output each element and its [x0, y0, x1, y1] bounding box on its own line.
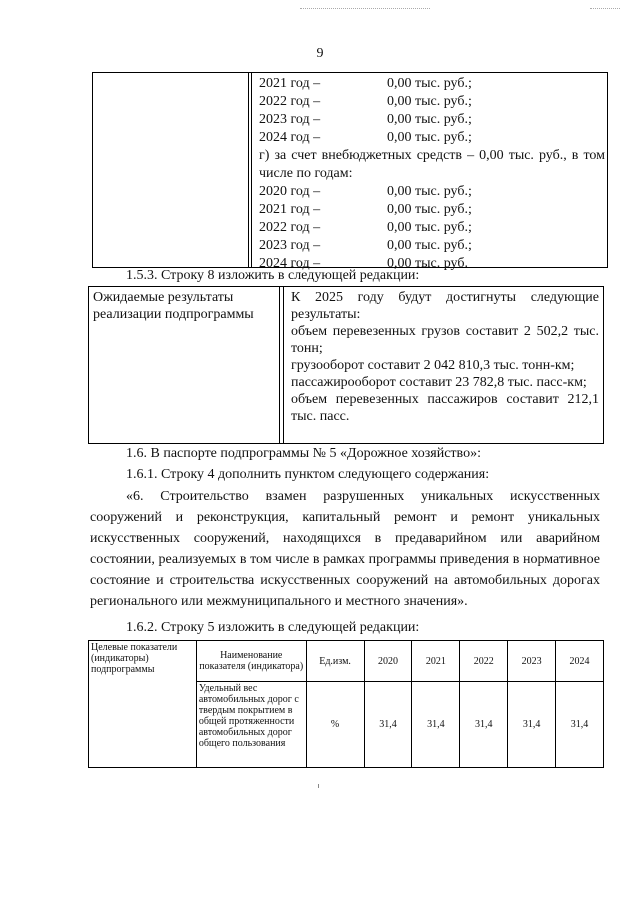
quoted-item-6: «6. Строительство взамен разрушенных уникальных искусственных сооружений и реконструкция, капитальный ремонт и ремонт уникальных искусственных сооружений, находящихся в предаварийном или аварийном состоянии, реализуемых в том числе в рамках программы приведения в нормативное состояние и строительства искусственных сооружений на автомобильных дорогах регионального или межмуниципального и местного значения». — [90, 489, 600, 609]
table-divider — [279, 287, 280, 443]
scan-artifact — [318, 784, 320, 788]
year-label: 2021 год – — [259, 76, 321, 91]
indicator-value: 31,4 — [460, 682, 508, 768]
expected-results-table — [88, 286, 604, 444]
result-line: пассажирооборот составит 23 782,8 тыс. пасс-км; — [291, 375, 587, 390]
result-line: объем перевезенных грузов составит 2 502,2 тыс. тонн; — [291, 324, 599, 356]
section-1-5-3: 1.5.3. Строку 8 изложить в следующей редакции: — [126, 268, 420, 283]
year-row — [259, 93, 605, 111]
expected-results-label: Ожидаемые результаты реализации подпрограммы — [93, 290, 254, 322]
header-year: 2024 — [556, 641, 604, 682]
year-value: 0,00 тыс. руб.; — [387, 94, 472, 109]
scan-artifact — [300, 8, 430, 10]
header-year: 2023 — [508, 641, 556, 682]
year-row — [259, 219, 605, 237]
section-1-6: 1.6. В паспорте подпрограммы № 5 «Дорожное хозяйство»: — [126, 446, 481, 461]
year-label: 2023 год – — [259, 112, 321, 127]
year-value: 0,00 тыс. руб.; — [387, 130, 472, 145]
year-value: 0,00 тыс. руб. — [387, 256, 468, 271]
header-unit: Ед.изм. — [306, 641, 364, 682]
year-label: 2022 год – — [259, 94, 321, 109]
header-target-indicators: Целевые показатели (индикаторы) подпрограммы — [89, 641, 197, 768]
section-1-6-1: 1.6.1. Строку 4 дополнить пунктом следующего содержания: — [126, 467, 490, 482]
year-label: 2023 год – — [259, 238, 321, 253]
table-divider — [251, 73, 252, 267]
indicator-value: 31,4 — [556, 682, 604, 768]
year-label: 2021 год – — [259, 202, 321, 217]
header-year: 2021 — [412, 641, 460, 682]
year-label: 2024 год – — [259, 256, 321, 271]
result-line: грузооборот составит 2 042 810,3 тыс. тонн-км; — [291, 358, 575, 373]
result-line: К 2025 году будут достигнуты следующие результаты: — [291, 290, 599, 322]
year-value: 0,00 тыс. руб.; — [387, 238, 472, 253]
funding-table-continuation — [92, 72, 608, 271]
year-value: 0,00 тыс. руб.; — [387, 202, 472, 217]
funding-cell — [259, 75, 605, 273]
year-value: 0,00 тыс. руб.; — [387, 184, 472, 199]
section-1-6-2: 1.6.2. Строку 5 изложить в следующей редакции: — [126, 620, 420, 635]
extrabudget-paragraph: г) за счет внебюджетных средств – 0,00 тыс. руб., в том числе по годам: — [259, 148, 605, 181]
table-divider — [283, 287, 284, 443]
table-divider — [248, 73, 249, 267]
target-indicators-table — [88, 640, 604, 768]
indicator-value: 31,4 — [364, 682, 412, 768]
year-label: 2022 год – — [259, 220, 321, 235]
year-label: 2024 год – — [259, 130, 321, 145]
year-row — [259, 111, 605, 129]
header-indicator-name: Наименование показателя (индикатора) — [196, 641, 306, 682]
indicator-value: 31,4 — [508, 682, 556, 768]
header-year: 2020 — [364, 641, 412, 682]
year-row — [259, 201, 605, 219]
scan-artifact — [590, 8, 620, 10]
year-row — [259, 183, 605, 201]
year-value: 0,00 тыс. руб.; — [387, 220, 472, 235]
year-row — [259, 237, 605, 255]
result-line: объем перевезенных пассажиров составит 212,1 тыс. пасс. — [291, 392, 599, 424]
header-year: 2022 — [460, 641, 508, 682]
indicator-name: Удельный вес автомобильных дорог с твердым покрытием в общей протяженности автомобильных дорог общего пользования — [196, 682, 306, 768]
year-value: 0,00 тыс. руб.; — [387, 112, 472, 127]
year-row — [259, 75, 605, 93]
table-header-row — [89, 641, 604, 682]
page-number: 9 — [316, 46, 324, 61]
year-value: 0,00 тыс. руб.; — [387, 76, 472, 91]
indicator-unit: % — [306, 682, 364, 768]
indicator-value: 31,4 — [412, 682, 460, 768]
year-row — [259, 129, 605, 147]
expected-results-text — [291, 289, 599, 425]
year-label: 2020 год – — [259, 184, 321, 199]
